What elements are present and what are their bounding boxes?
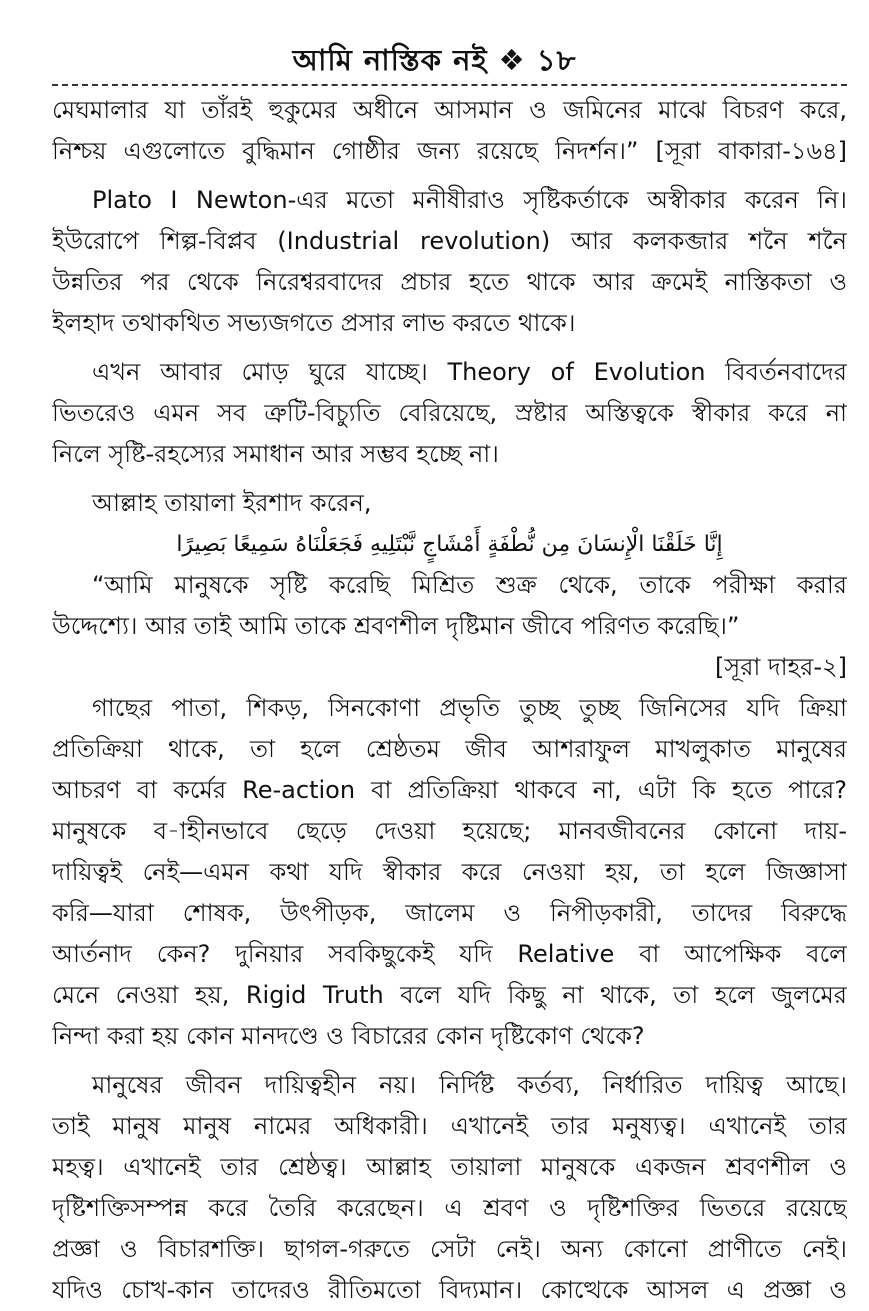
text-line: দায়িত্বই নেই—এমন কথা যদি স্বীকার করে নেওয়া হয়, তা হলে জিজ্ঞাসা: [52, 858, 847, 886]
text-line: Plato I Newton-এর মতো মনীষীরাও সৃষ্টিকর্তাকে অস্বীকার করেন নি।: [92, 186, 847, 214]
text-line: নিন্দা করা হয় কোন মানদণ্ডে ও বিচারের কোন দৃষ্টিকোণ থেকে?: [52, 1022, 645, 1050]
text-line: নিশ্চয় এগুলোতে বুদ্ধিমান গোষ্ঠীর জন্য রয়েছে নিদর্শন।” [সূরা বাকারা-১৬৪]: [52, 137, 847, 165]
text-line: যদিও চোখ-কান তাদেরও রীতিমতো বিদ্যমান। কোত্থেকে আসল এ প্রজ্ঞা ও: [52, 1276, 847, 1304]
text-line: ইউরোপে শিল্প-বিপ্লব (Industrial revolution) আর কলকব্জার শনৈ শনৈ: [52, 227, 847, 255]
verse-reference: [সূরা দাহর-২]: [714, 653, 847, 681]
text-line: উদ্দেশ্যে। আর তাই আমি তাকে শ্রবণশীল দৃষ্টিমান জীবে পরিণত করেছি।”: [52, 612, 740, 640]
arabic-verse: إِنَّا خَلَقْنَا الْإِنسَانَ مِن نُّطْفَةٍ أَمْشَاجٍ نَّبْتَلِيهِ فَجَعَلْنَاهُ سَمِيعًا بَصِيرًا: [176, 532, 723, 557]
text-line: উন্নতির পর থেকে নিরেশ্বরবাদের প্রচার হতে থাকে আর ক্রমেই নাস্তিকতা ও: [52, 268, 847, 296]
page-body: [52, 90, 847, 1311]
page-header: আমি নাস্তিক নই ❖ ১৮: [292, 43, 577, 77]
text-line: দৃষ্টিশক্তিসম্পন্ন করে তৈরি করেছেন। এ শ্রবণ ও দৃষ্টিশক্তির ভিতরে রয়েছে: [52, 1194, 847, 1222]
text-line: নিলে সৃষ্টি-রহস্যের সমাধান আর সম্ভব হচ্ছে না।: [52, 440, 499, 468]
header-divider: [52, 84, 847, 86]
text-line: “আমি মানুষকে সৃষ্টি করেছি মিশ্রিত শুক্র থেকে, তাকে পরীক্ষা করার: [92, 571, 847, 599]
text-line: ভিতরেও এমন সব ত্রুটি-বিচ্যুতি বেরিয়েছে, স্রষ্টার অস্তিত্বকে স্বীকার করে না: [52, 399, 847, 427]
text-line: প্রতিক্রিয়া থাকে, তা হলে শ্রেষ্ঠতম জীব আশরাফুল মাখলুকাত মানুষের: [52, 735, 847, 763]
text-line: আল্লাহ তায়ালা ইরশাদ করেন,: [92, 489, 372, 517]
text-line: তাই মানুষ মানুষ নামের অধিকারী। এখানেই তার মনুষ্যত্ব। এখানেই তার: [52, 1112, 847, 1140]
text-line: মেনে নেওয়া হয়, Rigid Truth বলে যদি কিছু না থাকে, তা হলে জুলমের: [52, 981, 847, 1009]
text-line: আচরণ বা কর্মের Re-action বা প্রতিক্রিয়া থাকবে না, এটা কি হতে পারে?: [52, 776, 847, 804]
text-line: মহত্ব। এখানেই তার শ্রেষ্ঠত্ব। আল্লাহ তায়ালা মানুষকে একজন শ্রবণশীল ও: [52, 1153, 847, 1181]
text-line: গাছের পাতা, শিকড়, সিনকোণা প্রভৃতি তুচ্ছ তুচ্ছ জিনিসের যদি ক্রিয়া: [92, 694, 847, 722]
text-line: আর্তনাদ কেন? দুনিয়ার সবকিছুকেই যদি Relative বা আপেক্ষিক বলে: [52, 940, 847, 968]
text-line: করি—যারা শোষক, উৎপীড়ক, জালেম ও নিপীড়কারী, তাদের বিরুদ্ধে: [52, 899, 847, 927]
text-line: মানুষের জীবন দায়িত্বহীন নয়। নির্দিষ্ট কর্তব্য, নির্ধারিত দায়িত্ব আছে।: [92, 1071, 847, 1099]
text-line: ইলহাদ তথাকথিত সভ্যজগতে প্রসার লাভ করতে থাকে।: [52, 309, 576, 337]
text-line: মেঘমালার যা তাঁরই হুকুমের অধীনে আসমান ও জমিনের মাঝে বিচরণ করে,: [52, 96, 847, 124]
text-line: প্রজ্ঞা ও বিচারশক্তি। ছাগল-গরুতে সেটা নেই। অন্য কোনো প্রাণীতে নেই।: [52, 1235, 847, 1263]
text-line: এখন আবার মোড় ঘুরে যাচ্ছে। Theory of Evolution বিবর্তনবাদের: [92, 358, 847, 386]
text-line: মানুষকে ব-াহীনভাবে ছেড়ে দেওয়া হয়েছে; মানবজীবনের কোনো দায়-: [52, 817, 847, 845]
